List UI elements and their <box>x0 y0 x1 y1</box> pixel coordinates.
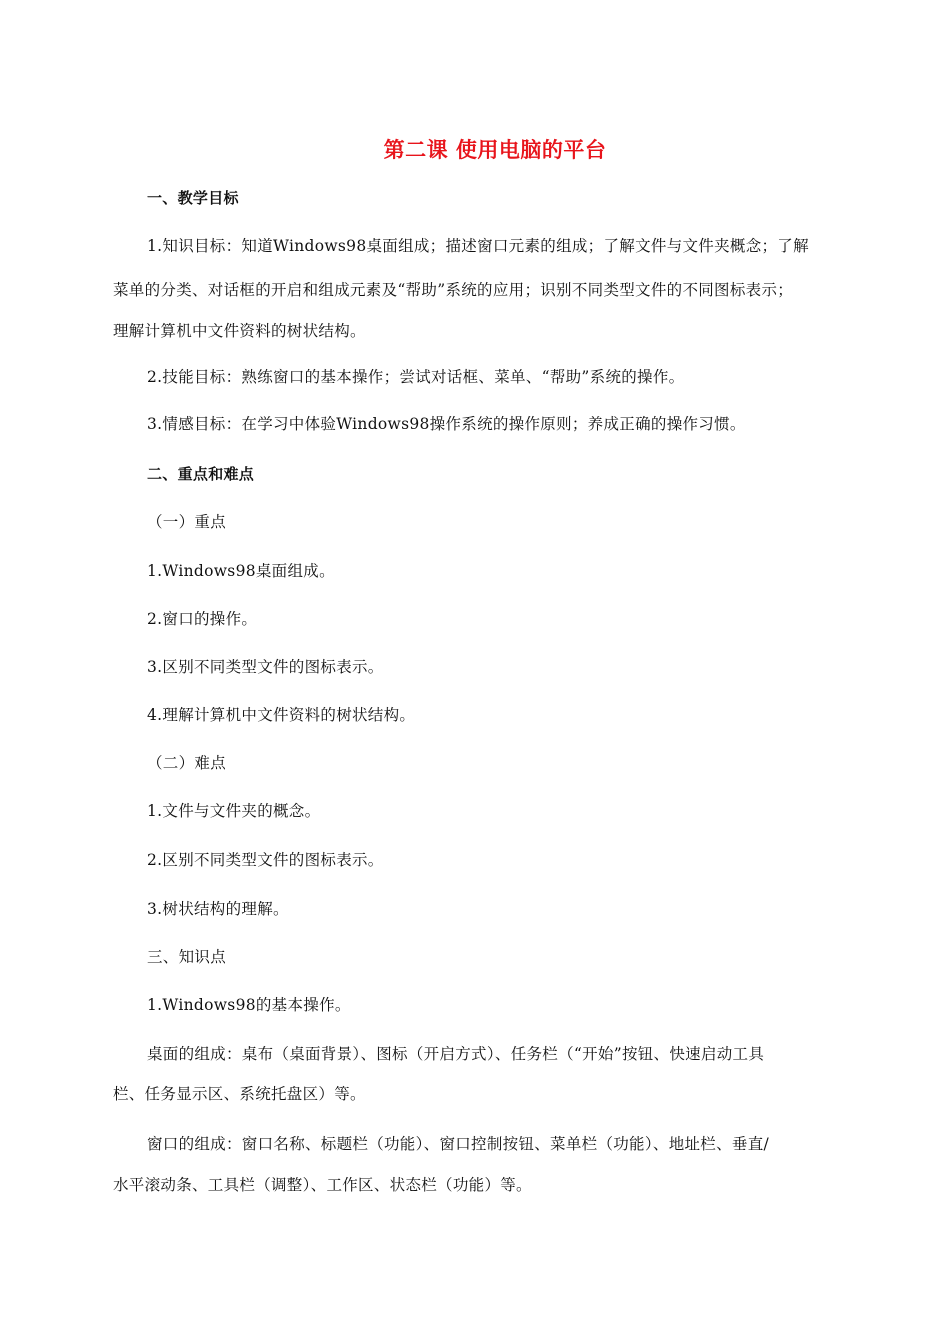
paragraph-line: 菜单的分类、对话框的开启和组成元素及“帮助”系统的应用；识别不同类型文件的不同图标表示； <box>113 281 794 299</box>
subsection-heading: （一）重点 <box>147 513 227 531</box>
list-item: 3.区别不同类型文件的图标表示。 <box>147 658 384 676</box>
paragraph-line: 2.技能目标：熟练窗口的基本操作；尝试对话框、菜单、“帮助”系统的操作。 <box>147 368 685 386</box>
section-heading-teaching-goals: 一、教学目标 <box>147 189 239 207</box>
list-item: 1.Windows98桌面组成。 <box>147 562 335 580</box>
subsection-heading: （二）难点 <box>147 754 227 772</box>
section-heading-key-points: 二、重点和难点 <box>147 465 255 483</box>
paragraph-line: 桌面的组成：桌布（桌面背景）、图标（开启方式）、任务栏（“开始”按钮、快速启动工具 <box>147 1045 765 1063</box>
paragraph-line: 理解计算机中文件资料的树状结构。 <box>113 322 366 340</box>
list-item: 4.理解计算机中文件资料的树状结构。 <box>147 706 416 724</box>
paragraph-line: 栏、任务显示区、系统托盘区）等。 <box>113 1085 366 1103</box>
list-item: 3.树状结构的理解。 <box>147 900 289 918</box>
paragraph-line: 3.情感目标：在学习中体验Windows98操作系统的操作原则；养成正确的操作习惯。 <box>147 415 746 433</box>
paragraph-line: 窗口的组成：窗口名称、标题栏（功能）、窗口控制按钮、菜单栏（功能）、地址栏、垂直/ <box>147 1135 770 1153</box>
list-item: 1.Windows98的基本操作。 <box>147 996 351 1014</box>
paragraph-line: 水平滚动条、工具栏（调整）、工作区、状态栏（功能）等。 <box>113 1176 532 1194</box>
list-item: 2.区别不同类型文件的图标表示。 <box>147 851 384 869</box>
list-item: 1.文件与文件夹的概念。 <box>147 802 321 820</box>
paragraph-line: 1.知识目标：知道Windows98桌面组成；描述窗口元素的组成；了解文件与文件夹概念；了解 <box>147 237 809 255</box>
list-item: 2.窗口的操作。 <box>147 610 258 628</box>
section-heading-knowledge-points: 三、知识点 <box>147 948 227 966</box>
document-title: 第二课 使用电脑的平台 <box>383 138 607 162</box>
